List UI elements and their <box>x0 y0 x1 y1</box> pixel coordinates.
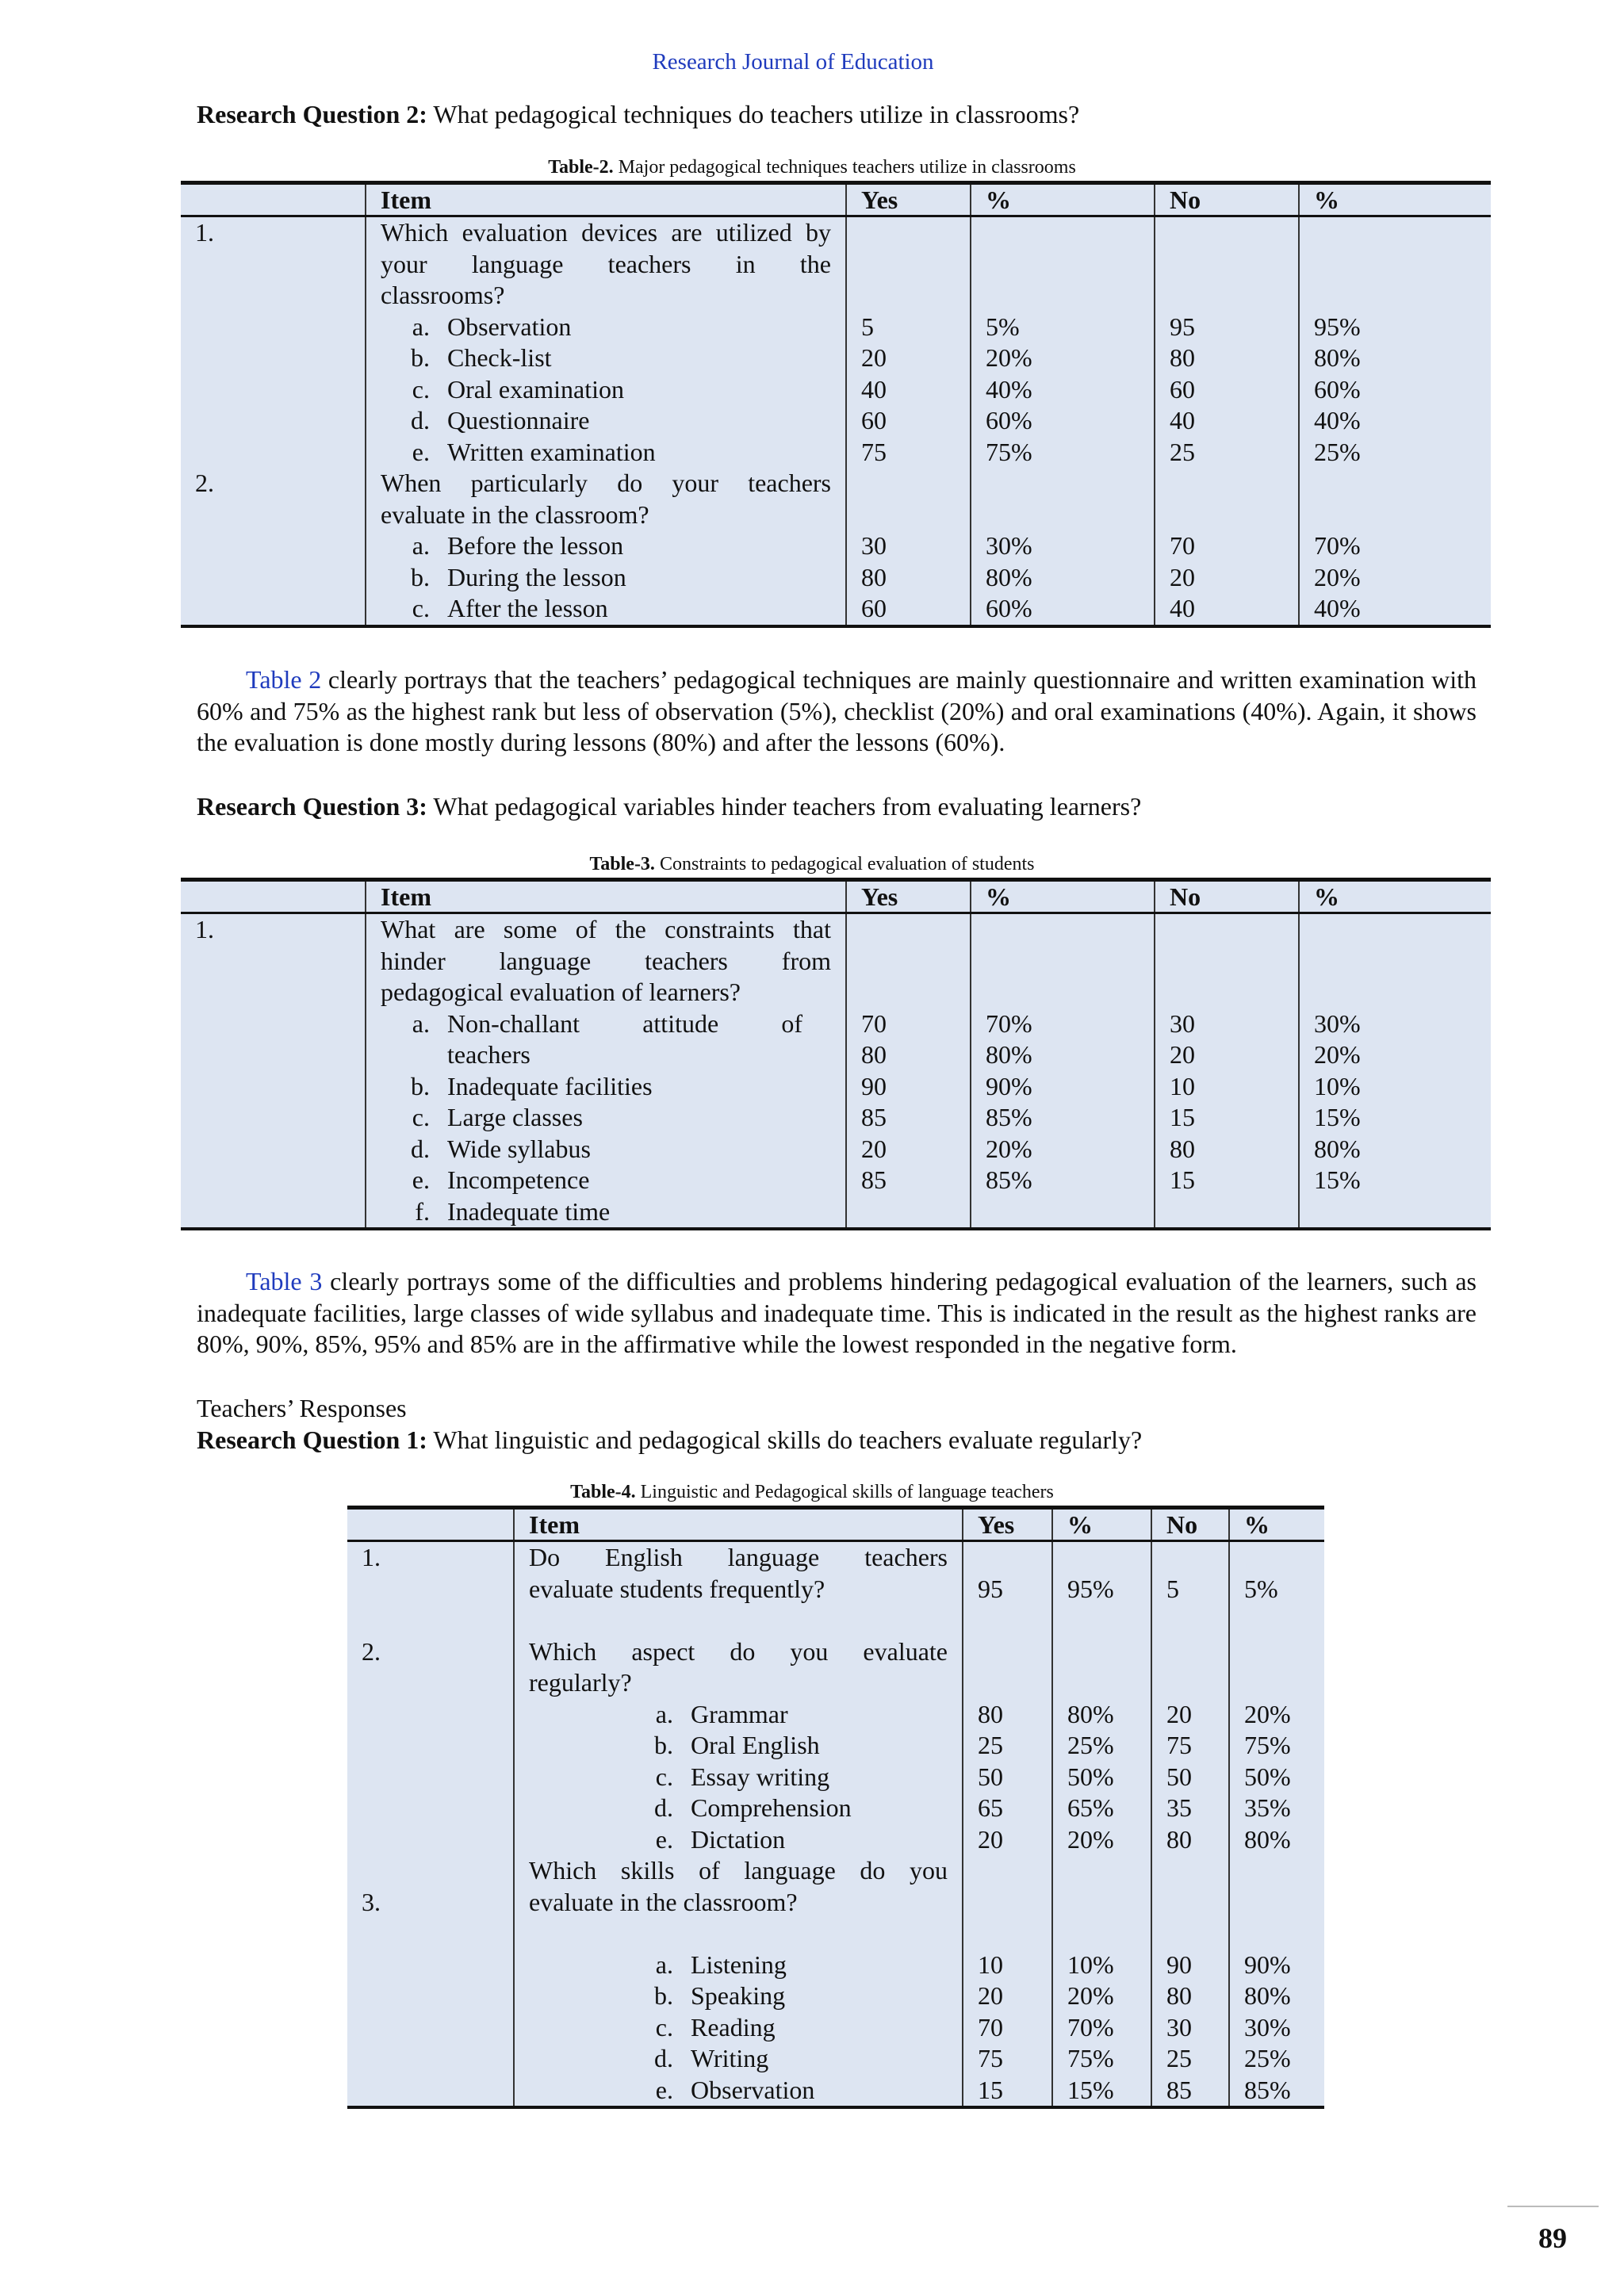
table2-q1-option: e. Written examination <box>412 437 656 466</box>
table4-q2-option: d. Comprehension <box>654 1793 852 1822</box>
table2-q1-option: b. Check-list <box>411 343 552 372</box>
rq2-text: What pedagogical techniques do teachers utilize in classrooms? <box>433 100 1080 128</box>
table2-q2-option: a. Before the lesson <box>412 531 624 560</box>
table2-q2-option: b. During the lesson <box>411 562 626 591</box>
journal-running-head: Research Journal of Education <box>652 49 934 75</box>
table4-header-no: No <box>1151 1508 1229 1541</box>
table3-q1-option: e. Incompetence <box>412 1165 590 1194</box>
table4-q1-line: Do English language teachers <box>529 1543 948 1571</box>
table3-header-yes: Yes <box>846 880 971 913</box>
table4-q3-line: evaluate in the classroom? <box>529 1887 798 1916</box>
table2-no-col: 95 80 60 40 25 70 20 40 <box>1155 216 1299 626</box>
table2-q1-line: classrooms? <box>381 281 505 309</box>
table3-item-col <box>366 913 846 1230</box>
table4-caption-text: Linguistic and Pedagogical skills of language teachers <box>640 1482 1054 1502</box>
page-number: 89 <box>1538 2222 1567 2254</box>
table3-header-yes-pct: % <box>971 880 1155 913</box>
rq1-label: Research Question 1: <box>197 1425 427 1454</box>
table2-q1-num: 1. <box>195 218 214 247</box>
table3-q1-line: hinder language teachers from <box>381 946 831 975</box>
research-question-2 <box>197 98 1079 130</box>
table2-num-col <box>181 216 366 626</box>
table2-header-no-pct: % <box>1299 183 1491 216</box>
table2-q1-option: d. Questionnaire <box>411 406 590 434</box>
table3-discussion-text: clearly portrays some of the difficulties and problems hindering pedagogical evaluation of the learners, such as inadequate facilities, large classes of wide syllabus and inadequate time. This is indicated in the result as the highest ranks are 80%, 90%, 85%, 95% and 85% are in the affirmative while the lowest responded in the negative form. <box>197 1267 1477 1358</box>
table2-header-row <box>181 183 1491 216</box>
table3-q1-option: d. Wide syllabus <box>411 1134 591 1163</box>
table2-q1-line: Which evaluation devices are utilized by <box>381 218 831 247</box>
table3-header-no-pct: % <box>1299 880 1491 913</box>
table3-discussion <box>197 1266 1477 1360</box>
table2 <box>181 181 1491 628</box>
table2-yes-col: 5 20 40 60 75 30 80 60 <box>846 216 971 626</box>
rq1-text: What linguistic and pedagogical skills do teachers evaluate regularly? <box>433 1425 1143 1454</box>
table4-q2-option: b. Oral English <box>654 1731 820 1759</box>
table3-q1-line: What are some of the constraints that <box>381 915 831 943</box>
table4-q3-option: c. Reading <box>655 2012 776 2042</box>
table4-q3-option: e. Observation <box>655 2075 815 2104</box>
table2-header-item: Item <box>366 183 846 216</box>
table3-num-col <box>181 913 366 1230</box>
table4-caption-label: Table-4. <box>570 1482 636 1502</box>
table4-header-row <box>347 1508 1324 1541</box>
table4-q1-num: 1. <box>362 1543 381 1571</box>
table4-q2-line: regularly? <box>529 1668 632 1697</box>
table3-caption-text: Constraints to pedagogical evaluation of students <box>659 854 1035 874</box>
research-question-1 <box>197 1424 1142 1456</box>
table2-discussion-text: clearly portrays that the teachers’ pedagogical techniques are mainly questionnaire and written examination with 60% and 75% as the highest rank but less of observation (5%), checklist (20%) and oral examinations (40%). Again, it shows the evaluation is done mostly during lessons (80%) and after the lessons (60%). <box>197 665 1477 756</box>
table2-yes-pct-col: 5% 20% 40% 60% 75% 30% 80% 60% <box>971 216 1155 626</box>
table2-q2-num: 2. <box>195 469 214 497</box>
table3-q1-line: pedagogical evaluation of learners? <box>381 978 741 1006</box>
table4-caption <box>0 1482 1624 1503</box>
table4-q2-option: c. Essay writing <box>655 1762 830 1791</box>
table3-caption-label: Table-3. <box>589 854 655 874</box>
table4-header-no-pct: % <box>1229 1508 1324 1541</box>
table4-header-item: Item <box>514 1508 963 1541</box>
table3-no-col: 30 20 10 15 80 15 <box>1155 913 1299 1230</box>
table4-item-col <box>514 1541 963 2108</box>
table3-link[interactable]: Table 3 <box>246 1267 323 1295</box>
table3-q1-option: teachers <box>447 1040 530 1069</box>
table4-q2-line: Which aspect do you evaluate <box>529 1636 948 1666</box>
table3-header-num <box>181 880 366 913</box>
table2-item-col <box>366 216 846 626</box>
table2-q1-line: your language teachers in the <box>381 249 831 278</box>
table2-q2-option: c. After the lesson <box>412 594 608 622</box>
table4-q3-option: a. Listening <box>655 1950 787 1979</box>
table3-header-item: Item <box>366 880 846 913</box>
table3-caption <box>0 854 1624 875</box>
table4-q3-num: 3. <box>362 1887 381 1916</box>
rq3-label: Research Question 3: <box>197 792 427 821</box>
table2-discussion <box>197 664 1477 759</box>
table3-q1-num: 1. <box>195 915 214 943</box>
table4-header-yes-pct: % <box>1052 1508 1151 1541</box>
table4-q2-option: a. Grammar <box>655 1699 788 1728</box>
table2-caption <box>0 157 1624 178</box>
table3-q1-option: a. Non-challant attitude of <box>412 1008 802 1038</box>
rq2-label: Research Question 2: <box>197 100 427 128</box>
rq3-text: What pedagogical variables hinder teachers from evaluating learners? <box>433 792 1142 821</box>
table4-q1-line: evaluate students frequently? <box>529 1574 825 1603</box>
table2-header-yes: Yes <box>846 183 971 216</box>
table2-no-pct-col: 95% 80% 60% 40% 25% 70% 20% 40% <box>1299 216 1491 626</box>
table3-yes-pct-col: 70% 80% 90% 85% 20% 85% <box>971 913 1155 1230</box>
table4-q2-num: 2. <box>362 1636 381 1666</box>
table4-body-row <box>347 1541 1324 2108</box>
teachers-responses-heading: Teachers’ Responses <box>197 1394 407 1422</box>
table2-q2-line: evaluate in the classroom? <box>381 499 649 529</box>
table4-header-yes: Yes <box>963 1508 1052 1541</box>
table2-header-no: No <box>1155 183 1299 216</box>
table4-yes-pct-col: 95% 80% 25% 50% 65% 20% 10% 20% 70% 75% 15% <box>1052 1541 1151 2108</box>
table4-q2-option: e. Dictation <box>655 1824 786 1854</box>
table3-header-no: No <box>1155 880 1299 913</box>
table4-yes-col: 95 80 25 50 65 20 10 20 70 75 15 <box>963 1541 1052 2108</box>
research-question-3 <box>197 790 1141 822</box>
page-number-rule <box>1507 2206 1599 2207</box>
table4-q3-option: d. Writing <box>654 2044 769 2072</box>
table2-body-row <box>181 216 1491 626</box>
table2-header-yes-pct: % <box>971 183 1155 216</box>
table4-no-pct-col: 5% 20% 75% 50% 35% 80% 90% 80% 30% 25% 85% <box>1229 1541 1324 2108</box>
table2-q2-line: When particularly do your teachers <box>381 469 831 497</box>
table2-caption-text: Major pedagogical techniques teachers utilize in classrooms <box>618 157 1076 178</box>
table3-no-pct-col: 30% 20% 10% 15% 80% 15% <box>1299 913 1491 1230</box>
table4-num-col <box>347 1541 514 2108</box>
table3-yes-col: 70 80 90 85 20 85 <box>846 913 971 1230</box>
table3-q1-option: b. Inadequate facilities <box>411 1071 653 1100</box>
table4-q3-line: Which skills of language do you <box>529 1856 948 1885</box>
table2-link[interactable]: Table 2 <box>246 665 322 694</box>
table4-q3-option: b. Speaking <box>654 1981 786 2010</box>
table3-q1-option: f. Inadequate time <box>415 1196 611 1226</box>
table2-header-num <box>181 183 366 216</box>
table2-q1-option: a. Observation <box>412 312 572 341</box>
table4-no-col: 5 20 75 50 35 80 90 80 30 25 85 <box>1151 1541 1229 2108</box>
table3-header-row <box>181 880 1491 913</box>
table4-header-num <box>347 1508 514 1541</box>
table2-caption-label: Table-2. <box>548 157 614 178</box>
table3-q1-option: c. Large classes <box>412 1103 583 1131</box>
table2-q1-option: c. Oral examination <box>412 374 625 404</box>
table4 <box>347 1506 1324 2109</box>
table3-body-row <box>181 913 1491 1230</box>
table3 <box>181 878 1491 1230</box>
